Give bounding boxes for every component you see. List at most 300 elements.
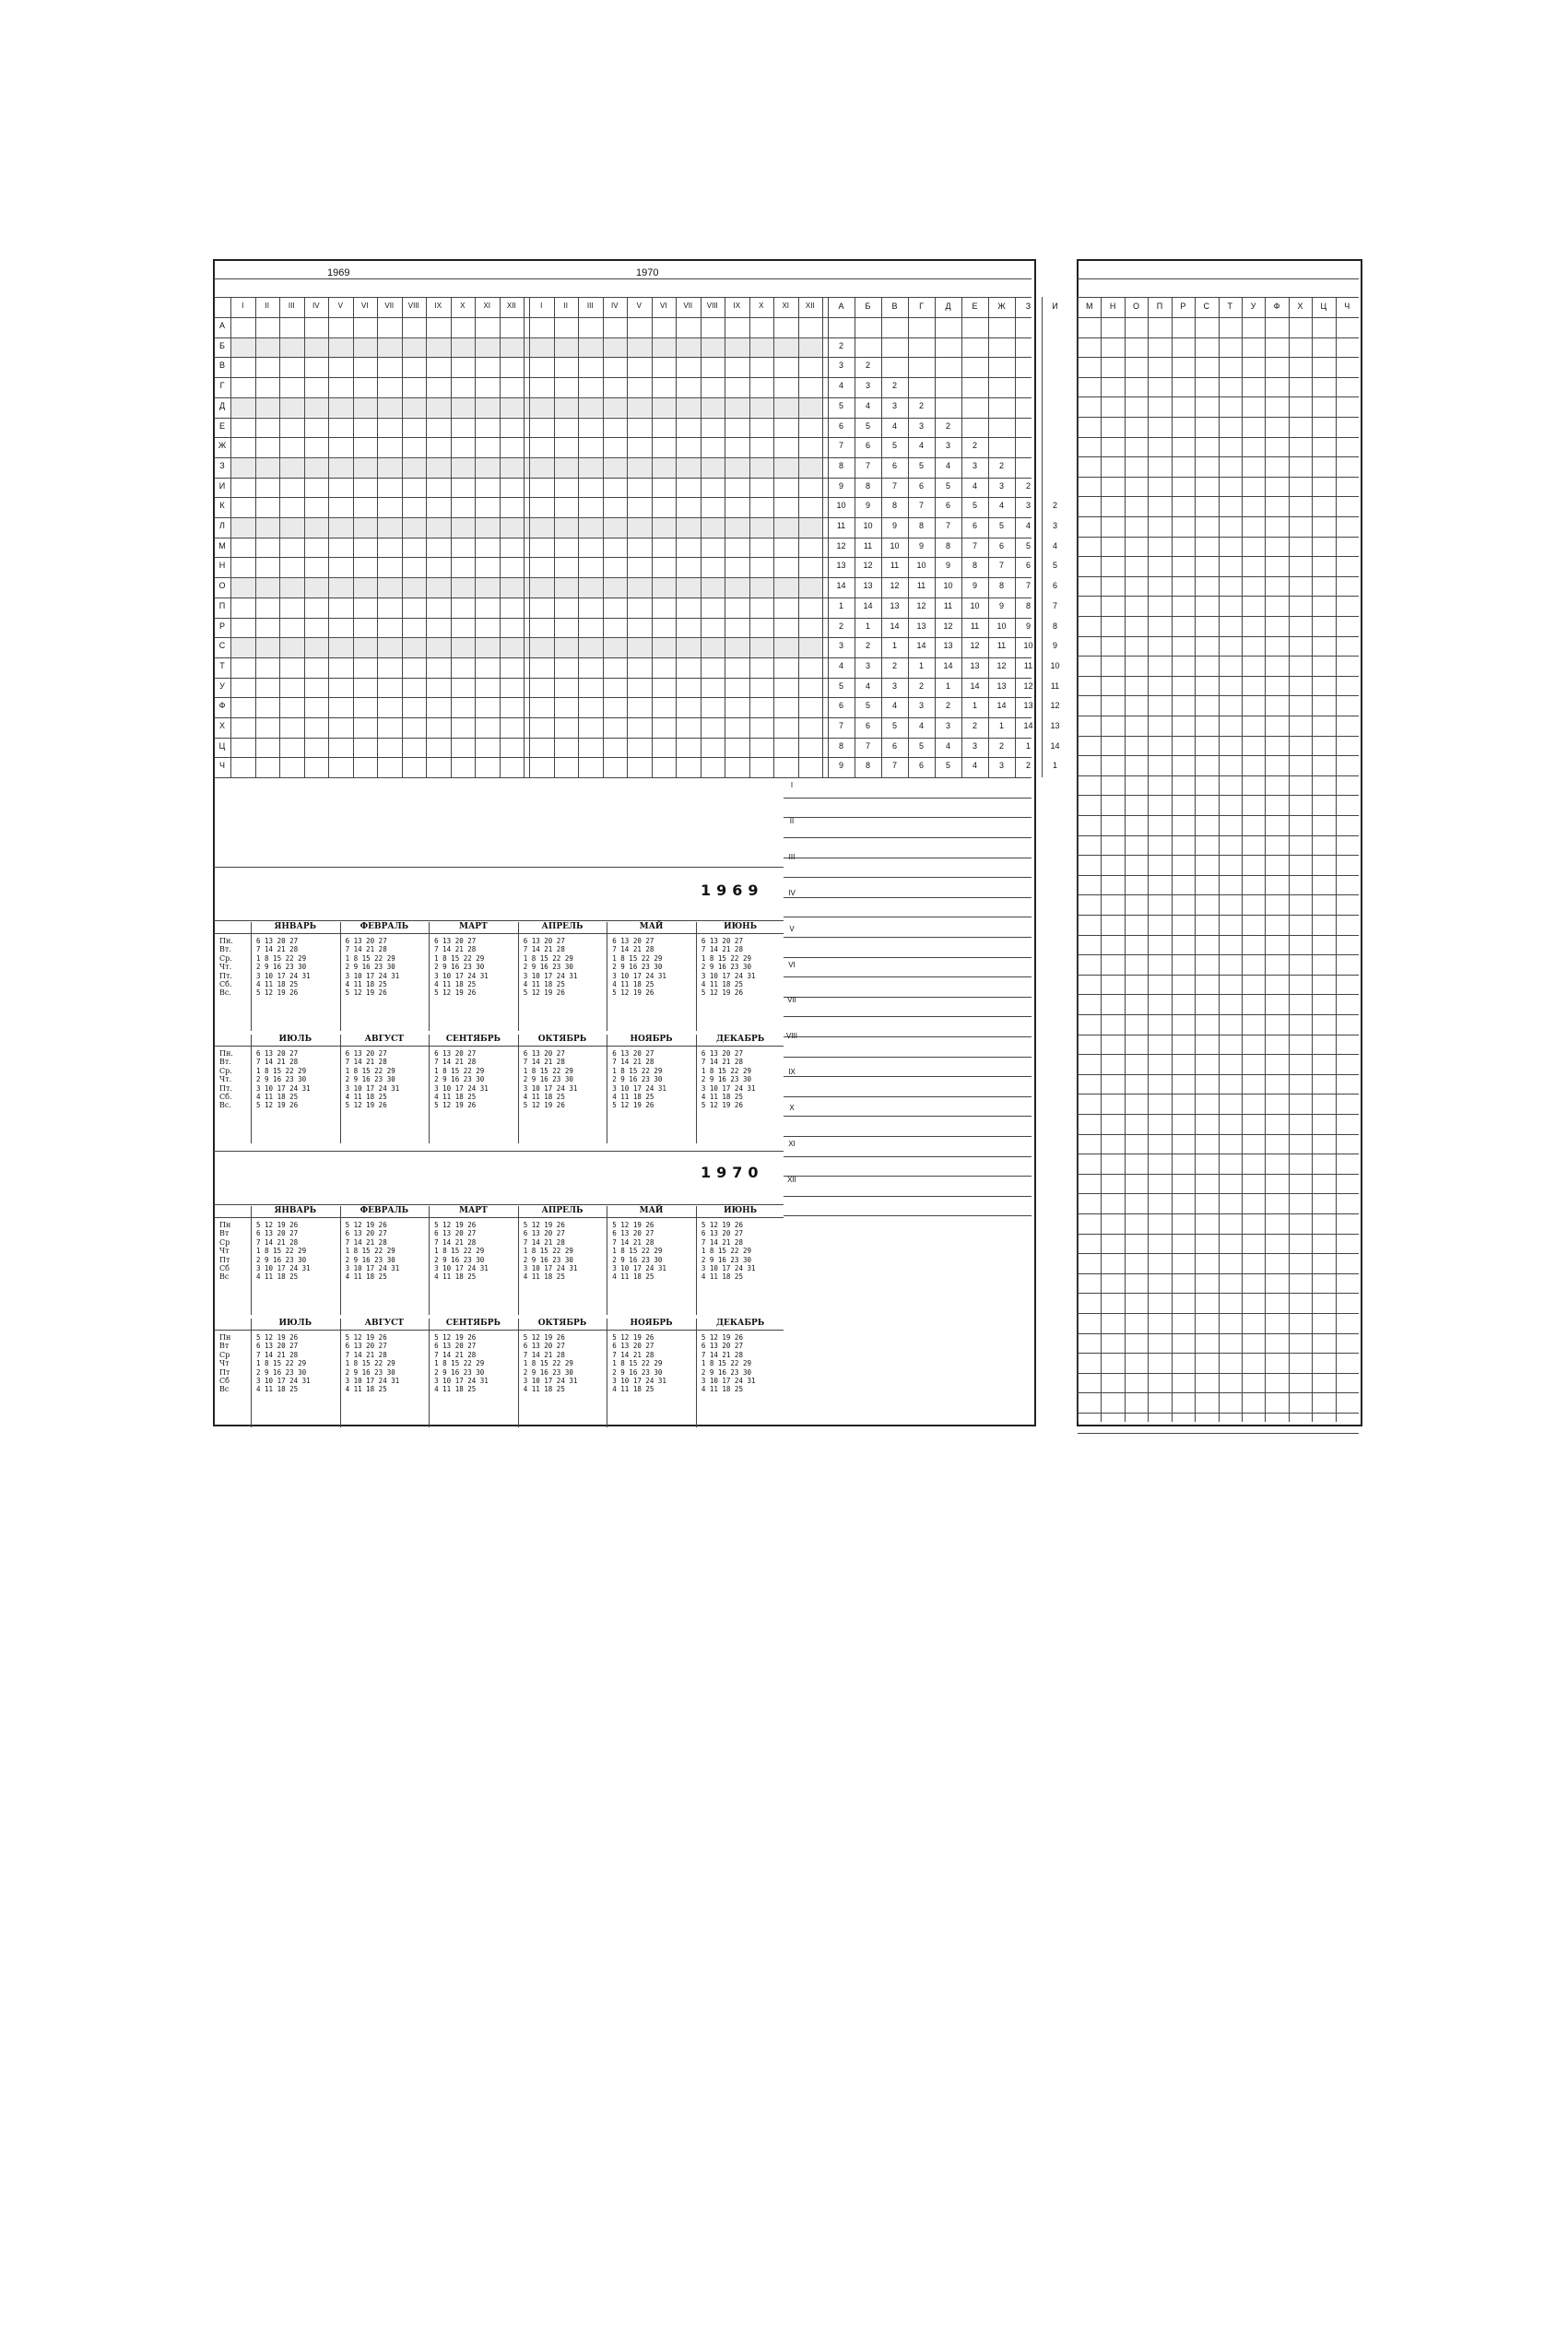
weekday-label: Сб. (219, 980, 232, 988)
shaded-row (230, 337, 822, 358)
month-name: ФЕВРАЛЬ (360, 1206, 409, 1215)
index-number: 7 (1052, 600, 1057, 610)
right-row-rule (1078, 875, 1359, 876)
index-number: 5 (891, 441, 897, 451)
month-days: 5 12 19 26 6 13 20 27 7 14 21 28 1 8 15 22 29 2 9 16 23 30 3 10 17 24 31 4 11 18 25 (434, 1221, 489, 1282)
lower-roman-label: V (789, 924, 795, 933)
month-name: ДЕКАБРЬ (715, 1319, 765, 1328)
index-number: 3 (998, 761, 1004, 771)
index-number: 12 (1050, 701, 1060, 711)
lower-row-rule (784, 897, 1032, 898)
month-divider (696, 1319, 697, 1427)
header-rule (214, 278, 1032, 279)
index-number: 12 (890, 581, 900, 591)
month-days: 5 12 19 26 6 13 20 27 7 14 21 28 1 8 15 22 29 2 9 16 23 30 3 10 17 24 31 4 11 18 25 (612, 1333, 666, 1394)
key-letter: З (1025, 302, 1032, 311)
index-number: 9 (1025, 621, 1031, 631)
weekday-label: Вс (219, 1272, 230, 1282)
month-name: АВГУСТ (364, 1319, 404, 1328)
lower-row-rule (784, 877, 1032, 878)
index-number: 6 (972, 521, 977, 530)
weekday-label: Чт (219, 1247, 230, 1256)
right-row-rule (1078, 1413, 1359, 1414)
month-divider (429, 922, 430, 1031)
right-row-rule (1078, 775, 1359, 776)
weekday-label: Пн. (219, 937, 233, 945)
lower-roman-label: III (788, 852, 796, 861)
index-number: 8 (972, 561, 977, 571)
index-number: 4 (972, 480, 977, 491)
row-letter: Х (218, 721, 225, 730)
index-number: 9 (891, 521, 897, 530)
index-number: 9 (998, 600, 1004, 610)
index-number: 8 (865, 761, 870, 771)
month-days: 6 13 20 27 7 14 21 28 1 8 15 22 29 2 9 16 23 30 3 10 17 24 31 4 11 18 25 5 12 19 26 (701, 937, 756, 998)
month-name: ОКТЯБРЬ (537, 1319, 587, 1328)
weekday-label: Ср (219, 1237, 230, 1247)
month-days: 5 12 19 26 6 13 20 27 7 14 21 28 1 8 15 22 29 2 9 16 23 30 3 10 17 24 31 4 11 18 25 (345, 1221, 400, 1282)
roman-month-header: I (540, 302, 543, 310)
month-days: 6 13 20 27 7 14 21 28 1 8 15 22 29 2 9 16 23 30 3 10 17 24 31 4 11 18 25 5 12 19 26 (256, 1049, 311, 1110)
index-number: 8 (918, 521, 924, 530)
lower-row-rule (784, 937, 1032, 938)
index-number: 10 (836, 501, 846, 511)
index-number: 4 (918, 721, 924, 730)
lower-row-rule (784, 957, 1032, 958)
month-name: НОЯБРЬ (630, 1035, 673, 1044)
lower-row-rule (784, 1196, 1032, 1197)
index-number: 2 (972, 721, 977, 730)
row-letter: Г (219, 381, 225, 391)
key-letter-right: Ф (1273, 302, 1280, 311)
index-number: 9 (972, 581, 977, 591)
key-letter-right: Ц (1320, 302, 1327, 311)
right-row-rule (1078, 1253, 1359, 1254)
row-letter: З (219, 460, 225, 470)
roman-month-header: IV (312, 302, 320, 310)
index-number: 4 (918, 441, 924, 451)
index-number: 13 (970, 660, 980, 670)
month-name: НОЯБРЬ (630, 1319, 673, 1328)
index-number: 6 (918, 480, 924, 491)
index-number: 5 (891, 721, 897, 730)
weekday-label: Пт (219, 1367, 230, 1377)
index-number: 2 (838, 621, 843, 631)
index-number: 8 (838, 460, 843, 470)
right-row-rule (1078, 915, 1359, 916)
month-divider (696, 1035, 697, 1143)
index-number: 2 (838, 340, 843, 350)
row-letter: А (218, 321, 225, 330)
key-letter-right: Ч (1344, 302, 1350, 311)
index-number: 4 (865, 400, 870, 410)
month-name: ИЮНЬ (724, 1206, 758, 1215)
index-number: 7 (891, 761, 897, 771)
lower-row-rule (784, 777, 1032, 778)
index-number: 2 (998, 740, 1004, 751)
lower-roman-label: IV (788, 888, 796, 897)
index-number: 1 (998, 721, 1004, 730)
index-number: 10 (943, 581, 953, 591)
month-divider (251, 1206, 252, 1315)
month-divider (340, 922, 341, 1031)
right-row-rule (1078, 1174, 1359, 1175)
roman-month-header: VII (683, 302, 693, 310)
index-number: 13 (890, 600, 900, 610)
right-row-rule (1078, 1213, 1359, 1214)
perpetual-calendar-right-sheet (1077, 259, 1362, 1426)
right-row-rule (1078, 1392, 1359, 1393)
weekday-label: Вт (219, 1342, 230, 1351)
row-letter: Ж (218, 441, 227, 451)
index-number: 4 (838, 381, 843, 391)
index-number: 11 (970, 621, 980, 631)
index-number: 6 (891, 460, 897, 470)
month-divider (518, 1206, 519, 1315)
roman-month-header: II (563, 302, 568, 310)
right-row-rule (1078, 357, 1359, 358)
index-number: 2 (891, 381, 897, 391)
index-number: 5 (945, 761, 950, 771)
weekday-label: Пн. (219, 1049, 233, 1058)
index-number: 7 (918, 501, 924, 511)
weekday-label: Пн (219, 1221, 231, 1229)
month-divider (340, 1206, 341, 1315)
index-number: 8 (838, 740, 843, 751)
index-number: 13 (1050, 721, 1060, 730)
month-days: 5 12 19 26 6 13 20 27 7 14 21 28 1 8 15 22 29 2 9 16 23 30 3 10 17 24 31 4 11 18 25 (523, 1333, 578, 1394)
month-name: СЕНТЯБРЬ (445, 1319, 501, 1328)
index-number: 2 (865, 361, 870, 371)
right-row-rule (1078, 1193, 1359, 1194)
calendar-rule (214, 867, 784, 868)
index-number: 8 (945, 540, 950, 550)
month-divider (340, 1319, 341, 1427)
index-number: 4 (891, 420, 897, 431)
key-letter: В (891, 302, 898, 311)
right-row-rule (1078, 477, 1359, 478)
lower-row-rule (784, 1076, 1032, 1077)
right-row-rule (1078, 317, 1359, 318)
right-row-rule (1078, 1293, 1359, 1294)
weekday-label: Сб. (219, 1093, 232, 1101)
key-letter: И (1052, 302, 1058, 311)
index-number: 6 (891, 740, 897, 751)
index-number: 4 (865, 680, 870, 691)
month-divider (251, 922, 252, 1031)
roman-month-header: III (586, 302, 594, 310)
index-number: 1 (918, 660, 924, 670)
index-number: 1 (1025, 740, 1031, 751)
right-row-rule (1078, 636, 1359, 637)
weekday-label: Сб (219, 1264, 230, 1272)
right-row-rule (1078, 1333, 1359, 1334)
index-number: 5 (1025, 540, 1031, 550)
index-number: 14 (996, 701, 1007, 711)
index-number: 4 (1052, 540, 1057, 550)
weekday-label: Вс. (219, 1101, 231, 1110)
index-number: 8 (891, 501, 897, 511)
right-row-rule (1078, 377, 1359, 378)
right-row-rule (1078, 396, 1359, 397)
index-number: 2 (945, 420, 950, 431)
lower-row-rule (784, 798, 1032, 799)
roman-month-header: XII (805, 302, 815, 310)
right-row-rule (1078, 1014, 1359, 1015)
month-divider (340, 1035, 341, 1143)
lower-row-rule (784, 837, 1032, 838)
month-name: ДЕКАБРЬ (715, 1035, 765, 1044)
index-number: 12 (836, 540, 846, 550)
month-divider (429, 1206, 430, 1315)
weekday-label: Вс. (219, 988, 231, 998)
index-number: 3 (998, 480, 1004, 491)
index-number: 2 (1025, 480, 1031, 491)
index-number: 5 (918, 740, 924, 751)
index-number: 11 (1023, 660, 1033, 670)
index-number: 3 (891, 400, 897, 410)
row-letter: О (218, 581, 226, 591)
roman-month-header: IX (733, 302, 741, 310)
lower-roman-label: IX (788, 1068, 796, 1077)
lower-roman-label: VII (787, 996, 796, 1005)
key-letter-right: Р (1180, 302, 1186, 311)
lower-row-rule (784, 1215, 1032, 1216)
key-letter: Ж (997, 302, 1006, 311)
right-row-rule (1078, 736, 1359, 737)
right-row-rule (1078, 1433, 1359, 1434)
lower-row-rule (784, 1156, 1032, 1157)
month-days: 5 12 19 26 6 13 20 27 7 14 21 28 1 8 15 22 29 2 9 16 23 30 3 10 17 24 31 4 11 18 25 (523, 1221, 578, 1282)
key-letter-right: С (1203, 302, 1210, 311)
roman-month-header: VI (360, 302, 369, 310)
right-row-rule (1078, 795, 1359, 796)
index-number: 4 (838, 660, 843, 670)
index-number: 4 (1025, 521, 1031, 530)
key-letter-right: П (1156, 302, 1163, 311)
index-number: 13 (996, 680, 1007, 691)
month-days: 6 13 20 27 7 14 21 28 1 8 15 22 29 2 9 16 23 30 3 10 17 24 31 4 11 18 25 5 12 19 26 (434, 937, 489, 998)
index-number: 3 (838, 641, 843, 651)
month-divider (696, 922, 697, 1031)
row-letter: Н (218, 561, 226, 571)
header-rule (1078, 278, 1359, 279)
row-letter: Л (219, 521, 225, 530)
right-row-rule (1078, 676, 1359, 677)
row-letter: В (218, 361, 225, 371)
row-letter: Д (218, 400, 226, 410)
month-header-rule (214, 1330, 784, 1331)
roman-month-header: I (242, 302, 244, 310)
index-number: 3 (918, 701, 924, 711)
index-number: 9 (838, 761, 843, 771)
index-number: 6 (918, 761, 924, 771)
right-row-rule (1078, 695, 1359, 696)
roman-month-header: III (288, 302, 295, 310)
year-header-1970: 1970 (636, 267, 659, 278)
right-row-rule (1078, 437, 1359, 438)
weekday-label: Вс (219, 1385, 230, 1394)
row-letter: Ц (218, 740, 226, 751)
calendar-rule (214, 920, 784, 921)
index-number: 7 (1025, 581, 1031, 591)
month-days: 5 12 19 26 6 13 20 27 7 14 21 28 1 8 15 22 29 2 9 16 23 30 3 10 17 24 31 4 11 18 25 (701, 1221, 756, 1282)
right-row-rule (1078, 894, 1359, 895)
lower-roman-label: II (789, 816, 795, 825)
month-days: 6 13 20 27 7 14 21 28 1 8 15 22 29 2 9 16 23 30 3 10 17 24 31 4 11 18 25 5 12 19 26 (612, 1049, 666, 1110)
index-number: 5 (918, 460, 924, 470)
index-number: 2 (972, 441, 977, 451)
lower-row-rule (784, 1116, 1032, 1117)
index-number: 11 (943, 600, 953, 610)
index-number: 1 (838, 600, 843, 610)
right-row-rule (1078, 855, 1359, 856)
roman-month-header: VI (659, 302, 667, 310)
index-number: 3 (891, 680, 897, 691)
index-number: 7 (838, 441, 843, 451)
month-header-rule (214, 933, 784, 934)
key-letter-right: М (1085, 302, 1093, 311)
right-row-rule (1078, 496, 1359, 497)
index-number: 5 (998, 521, 1004, 530)
index-number: 5 (945, 480, 950, 491)
shaded-row (230, 577, 822, 598)
right-row-rule (1078, 1114, 1359, 1115)
index-number: 9 (1052, 641, 1057, 651)
right-row-rule (1078, 417, 1359, 418)
row-letter: Е (218, 420, 225, 431)
index-number: 1 (945, 680, 950, 691)
roman-month-header: XI (782, 302, 790, 310)
weekday-label: Пт. (219, 1083, 232, 1093)
month-divider (429, 1035, 430, 1143)
lower-roman-label: X (789, 1104, 795, 1113)
roman-month-header: IV (610, 302, 619, 310)
index-number: 6 (1052, 581, 1057, 591)
index-number: 4 (972, 761, 977, 771)
right-row-rule (1078, 1054, 1359, 1055)
month-name: ИЮНЬ (724, 922, 758, 931)
calendar-1970-title: 1970 (701, 1164, 764, 1181)
row-letter: Т (219, 660, 225, 670)
month-days: 5 12 19 26 6 13 20 27 7 14 21 28 1 8 15 22 29 2 9 16 23 30 3 10 17 24 31 4 11 18 25 (434, 1333, 489, 1394)
weekday-label: Чт. (219, 963, 232, 972)
index-number: 11 (916, 581, 926, 591)
index-number: 12 (863, 561, 873, 571)
weekday-label: Сб (219, 1377, 230, 1385)
index-number: 2 (998, 460, 1004, 470)
right-row-rule (1078, 1313, 1359, 1314)
month-name: ИЮЛЬ (278, 1035, 312, 1044)
index-number: 6 (865, 441, 870, 451)
month-days: 5 12 19 26 6 13 20 27 7 14 21 28 1 8 15 22 29 2 9 16 23 30 3 10 17 24 31 4 11 18 25 (256, 1221, 311, 1282)
index-number: 6 (838, 420, 843, 431)
index-number: 11 (863, 540, 873, 550)
index-number: 8 (1025, 600, 1031, 610)
month-name: АПРЕЛЬ (541, 922, 584, 931)
month-name: ОКТЯБРЬ (537, 1035, 587, 1044)
index-number: 11 (1050, 680, 1060, 691)
index-number: 3 (1052, 521, 1057, 530)
key-letter-right: Х (1297, 302, 1303, 311)
index-number: 12 (1023, 680, 1033, 691)
lower-row-rule (784, 1176, 1032, 1177)
index-number: 14 (943, 660, 953, 670)
key-letter: Е (972, 302, 978, 311)
index-number: 10 (1050, 660, 1060, 670)
index-number: 1 (891, 641, 897, 651)
lower-row-rule (784, 1136, 1032, 1137)
row-letter: У (219, 680, 225, 691)
lower-row-rule (784, 1057, 1032, 1058)
weekday-label: Чт. (219, 1075, 232, 1084)
calendar-rule (214, 1151, 784, 1152)
month-divider (696, 1206, 697, 1315)
month-name: МАРТ (459, 1206, 488, 1215)
row-letter: Р (218, 621, 225, 631)
right-row-rule (1078, 994, 1359, 995)
index-number: 10 (863, 521, 873, 530)
index-number: 3 (865, 381, 870, 391)
index-number: 6 (998, 540, 1004, 550)
index-number: 2 (918, 400, 924, 410)
row-letter: Ф (218, 701, 226, 711)
month-days: 5 12 19 26 6 13 20 27 7 14 21 28 1 8 15 22 29 2 9 16 23 30 3 10 17 24 31 4 11 18 25 (345, 1333, 400, 1394)
month-divider (251, 1035, 252, 1143)
roman-month-header: IX (434, 302, 442, 310)
right-row-rule (1078, 576, 1359, 577)
lower-row-rule (784, 817, 1032, 818)
month-days: 6 13 20 27 7 14 21 28 1 8 15 22 29 2 9 16 23 30 3 10 17 24 31 4 11 18 25 5 12 19 26 (612, 937, 666, 998)
shaded-row (230, 397, 822, 418)
key-letter-right: Н (1109, 302, 1116, 311)
index-number: 12 (996, 660, 1007, 670)
index-number: 9 (838, 480, 843, 491)
index-number: 6 (1025, 561, 1031, 571)
weekday-label: Вт (219, 1229, 230, 1238)
right-row-rule (1078, 1353, 1359, 1354)
index-number: 4 (998, 501, 1004, 511)
month-days: 5 12 19 26 6 13 20 27 7 14 21 28 1 8 15 22 29 2 9 16 23 30 3 10 17 24 31 4 11 18 25 (612, 1221, 666, 1282)
lower-row-rule (784, 1016, 1032, 1017)
index-number: 4 (891, 701, 897, 711)
lower-roman-label: I (790, 781, 794, 790)
index-number: 14 (1050, 740, 1060, 751)
right-row-rule (1078, 1134, 1359, 1135)
roman-month-header: XII (506, 302, 516, 310)
lower-roman-label: XI (788, 1139, 796, 1148)
month-days: 6 13 20 27 7 14 21 28 1 8 15 22 29 2 9 16 23 30 3 10 17 24 31 4 11 18 25 5 12 19 26 (701, 1049, 756, 1110)
index-number: 13 (1023, 701, 1033, 711)
index-number: 10 (996, 621, 1007, 631)
index-number: 3 (838, 361, 843, 371)
right-row-rule (1078, 616, 1359, 617)
key-letter: А (838, 302, 844, 311)
weekday-label: Ср. (219, 953, 232, 963)
month-days: 6 13 20 27 7 14 21 28 1 8 15 22 29 2 9 16 23 30 3 10 17 24 31 4 11 18 25 5 12 19 26 (256, 937, 311, 998)
index-number: 13 (916, 621, 926, 631)
index-number: 14 (836, 581, 846, 591)
index-number: 10 (916, 561, 926, 571)
index-number: 14 (890, 621, 900, 631)
month-days: 6 13 20 27 7 14 21 28 1 8 15 22 29 2 9 16 23 30 3 10 17 24 31 4 11 18 25 5 12 19 26 (434, 1049, 489, 1110)
shaded-row (230, 517, 822, 538)
index-number: 3 (945, 441, 950, 451)
lower-row-rule (784, 976, 1032, 977)
month-divider (518, 1319, 519, 1427)
index-number: 7 (998, 561, 1004, 571)
year-header-1969: 1969 (327, 267, 350, 278)
